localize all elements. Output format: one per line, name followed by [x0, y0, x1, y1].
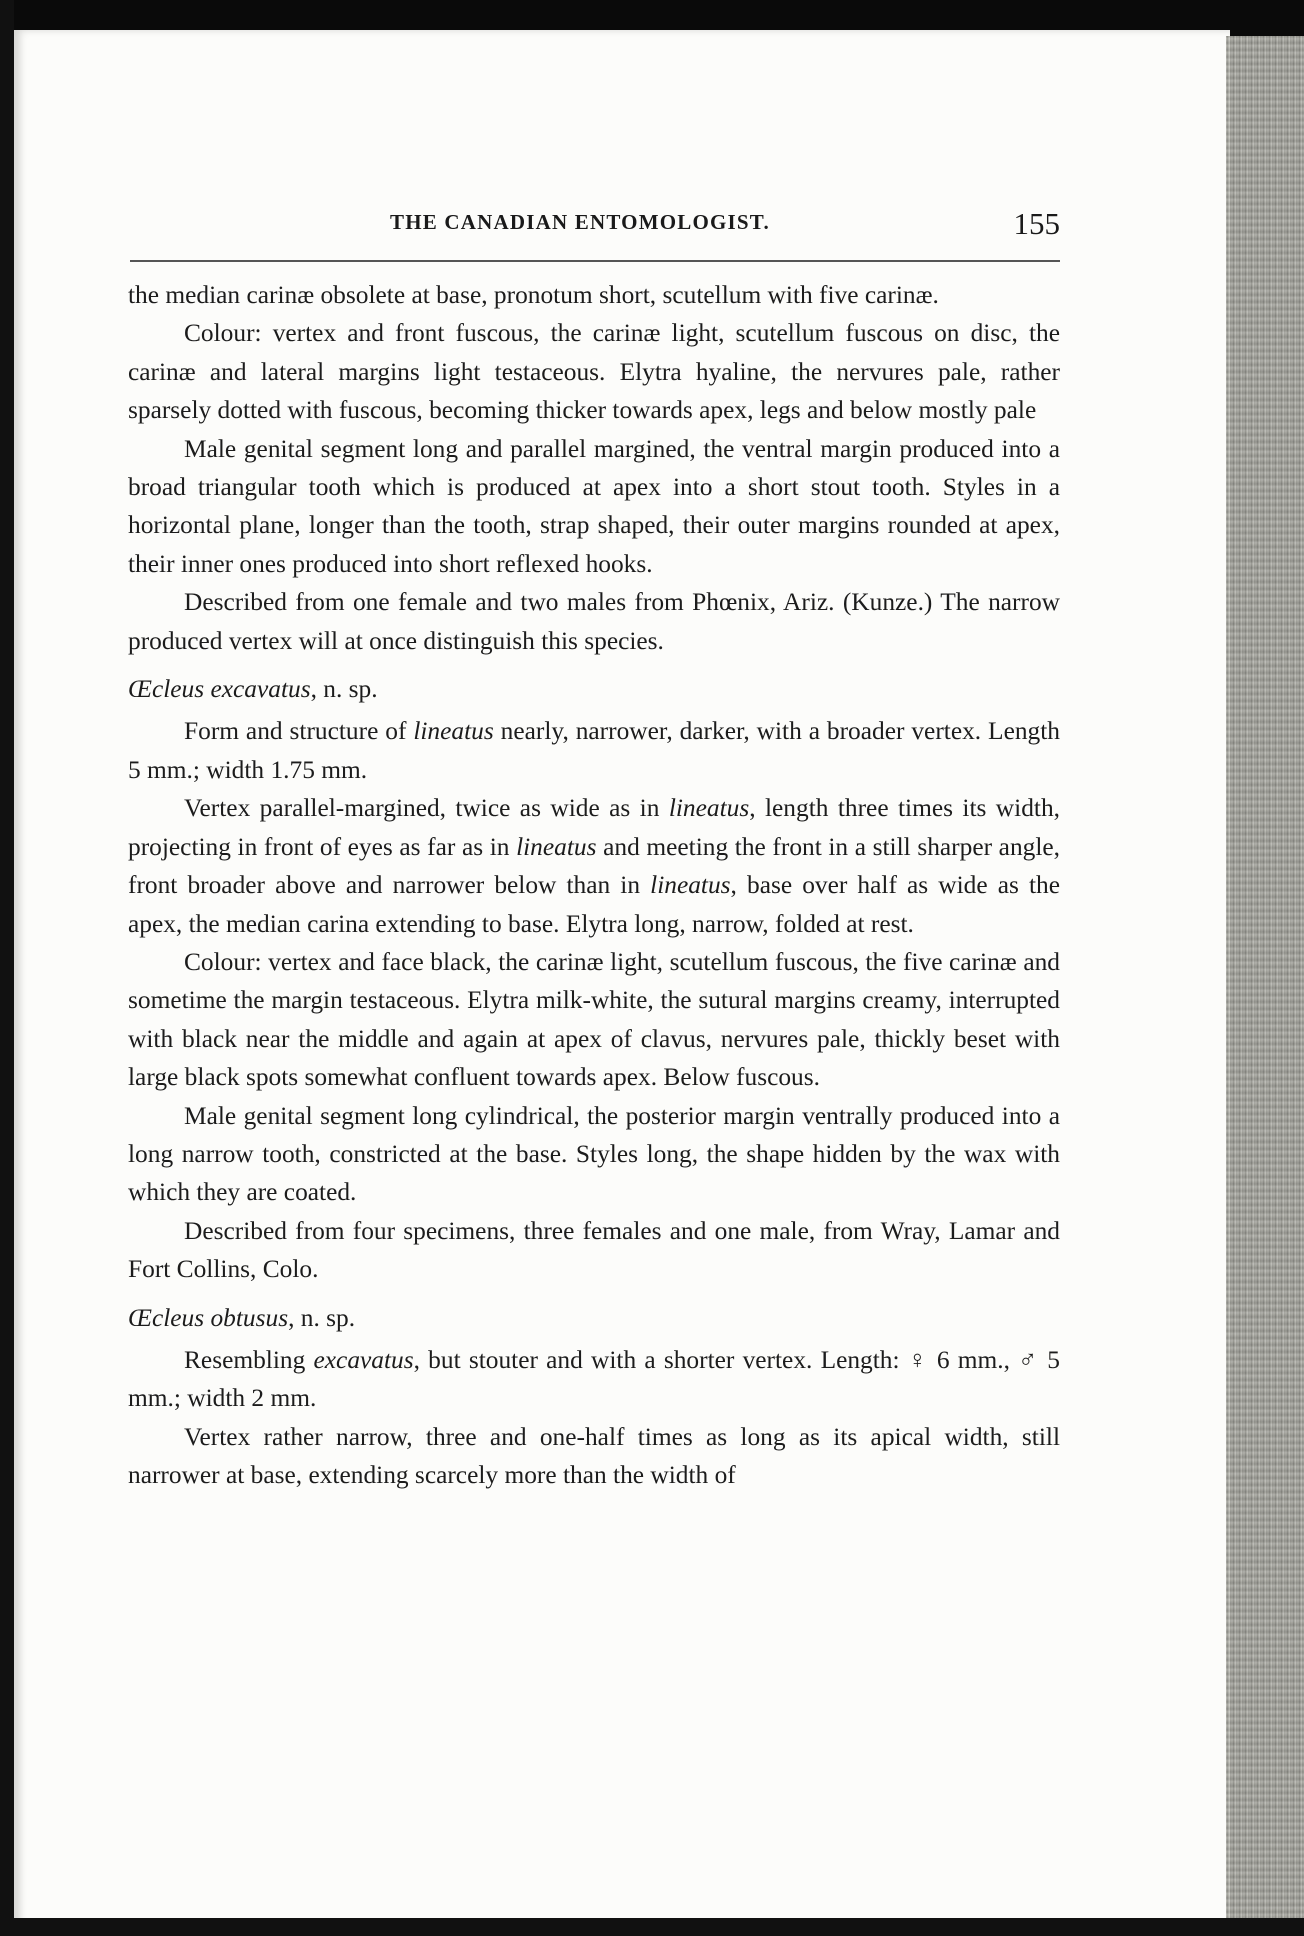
species-name: Œcleus excavatus [128, 675, 311, 704]
scan-border-bottom [0, 1918, 1304, 1936]
paragraph: Male genital segment long cylindrical, the posterior margin ventrally produced into a long narrow tooth, constricted at the base. Styles long, the shape hidden by the wax with which they are coated. [128, 1101, 1060, 1207]
paragraph: the median carinæ obsolete at base, pronotum short, scutellum with five carinæ. [128, 281, 939, 309]
page-number: 155 [1013, 206, 1060, 241]
paragraph: Described from one female and two males from Phœnix, Ariz. (Kunze.) The narrow produced vertex will at once distinguish this species. [128, 588, 1060, 655]
scan-border-left [0, 0, 14, 1936]
running-title: THE CANADIAN ENTOMOLOGIST. [390, 210, 770, 234]
header-rule [130, 260, 1060, 262]
species-name: Œcleus obtusus [128, 1303, 289, 1332]
paragraph: Vertex rather narrow, three and one-half times as long as its apical width, still narrower at base, extending scarcely more than the width of [128, 1422, 1060, 1490]
species-heading: Œcleus excavatus, n. sp. [128, 675, 378, 704]
paragraph: Form and structure of lineatus nearly, narrower, darker, with a broader vertex. Length 5 mm.; width 1.75 mm. [128, 717, 1060, 784]
body-text [128, 276, 1060, 1495]
page-header [130, 206, 1060, 256]
paragraph: Colour: vertex and face black, the carinæ light, scutellum fuscous, the five carinæ and sometime the margin testaceous. Elytra milk-white, the sutural margins creamy, interrupted with black near the middle and again at apex of clavus, nervures pale, thickly beset with large black spots somewhat confluent towards apex. Below fuscous. [128, 947, 1060, 1092]
paragraph: Resembling excavatus, but stouter and with a shorter vertex. Length: ♀ 6 mm., ♂ 5 mm.; width 2 mm. [128, 1345, 1060, 1413]
paragraph: Colour: vertex and front fuscous, the carinæ light, scutellum fuscous on disc, the carinæ and lateral margins light testaceous. Elytra hyaline, the nervures pale, rather sparsely dotted with fuscous, becoming thicker towards apex, legs and below mostly pale [128, 319, 1060, 425]
species-heading: Œcleus obtusus, n. sp. [128, 1303, 356, 1332]
paragraph: Vertex parallel-margined, twice as wide as in lineatus, length three times its width, projecting in front of eyes as far as in lineatus and meeting the front in a still sharper angle, front broader above and narrower below than in lineatus, base over half as wide as the apex, the median carina extending to base. Elytra long, narrow, folded at rest. [128, 794, 1061, 938]
paragraph: Male genital segment long and parallel margined, the ventral margin produced into a broad triangular tooth which is produced at apex into a short stout tooth. Styles in a horizontal plane, longer than the tooth, strap shaped, their outer margins rounded at apex, their inner ones produced into short reflexed hooks. [128, 434, 1060, 578]
paragraph: Described from four specimens, three females and one male, from Wray, Lamar and Fort Collins, Colo. [128, 1216, 1060, 1284]
page-stack-edge [1226, 36, 1304, 1936]
